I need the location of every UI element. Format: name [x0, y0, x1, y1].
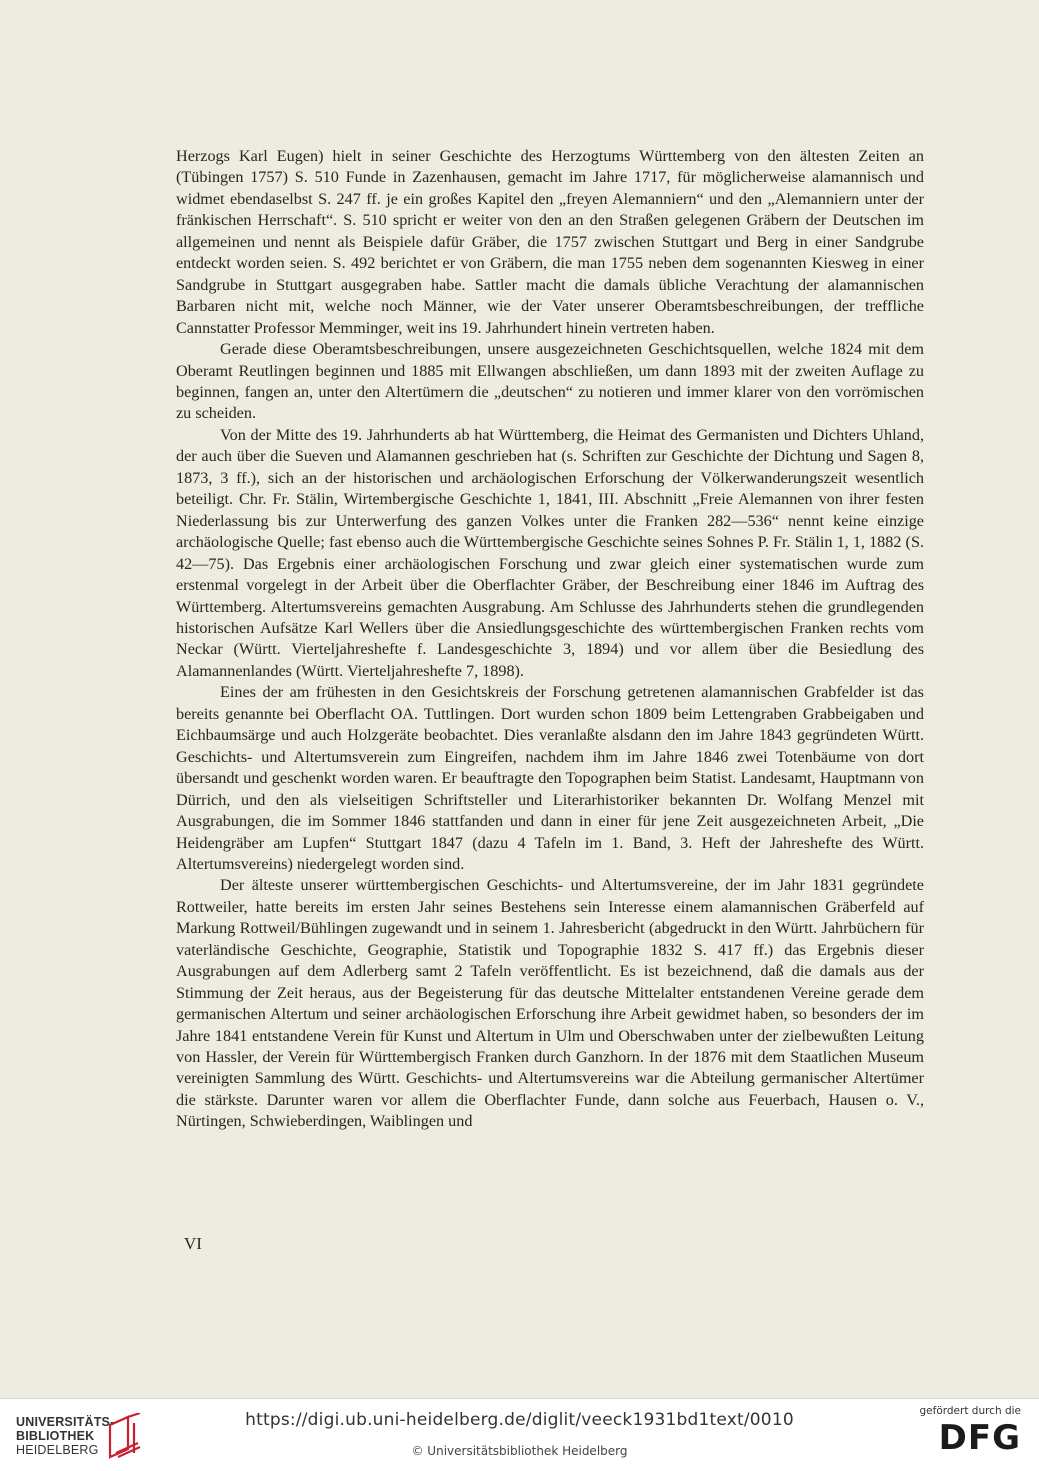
paragraph-4: Eines der am frühesten in den Gesichtskreis der Forschung getretenen alamannischen Grabfelder ist das bereits genannte bei Oberflacht OA. Tuttlingen. Dort wurden schon 1809 beim Lettengraben Grabbeigaben und Eichbaumsärge und auch Holzgeräte beobachtet. Dies veranlaßte alsdann den im Jahre 1843 gegründeten Württ. Geschichts- und Altertumsverein zum Eingreifen, nachdem ihm im Jahre 1846 zwei Totenbäume von dort übersandt und geschenkt worden waren. Er beauftragte den Topographen beim Statist. Landesamt, Hauptmann von Dürrich, und den als vielseitigen Schriftsteller und Literarhistoriker bekannten Dr. Wolfang Menzel mit Ausgrabungen, die im Sommer 1846 stattfanden und dann in einer für jene Zeit ausgezeichneten Arbeit, „Die Heidengräber am Lupfen“ Stuttgart 1847 (dazu 4 Tafeln im 1. Band, 3. Heft der Jahreshefte des Württ. Altertumsvereins) niedergelegt worden sind. [176, 683, 924, 873]
paragraph-2: Gerade diese Oberamtsbeschreibungen, unsere ausgezeichneten Geschichtsquellen, welche 1824 mit dem Oberamt Reutlingen beginnen und 1885 mit Ellwangen abschließen, um dann 1893 mit der zweiten Auflage zu beginnen, fangen an, unter den Altertümern die „deutschen“ zu notieren und immer klarer von den vorrömischen zu scheiden. [176, 340, 924, 423]
library-name-line2: BIBLIOTHEK [16, 1429, 95, 1443]
library-name-line1: UNIVERSITÄTS- [16, 1415, 115, 1429]
library-name-line3: HEIDELBERG [16, 1443, 99, 1457]
paragraph-1: Herzogs Karl Eugen) hielt in seiner Geschichte des Herzogtums Württemberg von den ältesten Zeiten an (Tübingen 1757) S. 510 Funde in Zazenhausen, gemacht im Jahre 1717, für möglicherweise alamannisch und widmet ebendaselbst S. 247 ff. je ein großes Kapitel den „freyen Alemanniern“ und den „Alemanniern unter der fränkischen Herrschaft“. S. 510 spricht er weiter von den an den Straßen gelegenen Gräbern der Deutschen im allgemeinen und nennt als Beispiele dafür Gräber, die 1757 zwischen Stuttgart und Berg in einer Sandgrube entdeckt worden seien. S. 492 berichtet er von Gräbern, die man 1755 neben dem sogenannten Kiesweg in einer Sandgrube in Stuttgart ausgegraben habe. Sattler macht die damals übliche Verachtung der alamannischen Barbaren nicht mit, welche noch Männer, wie der Vater unserer Oberamtsbeschreibungen, der treffliche Cannstatter Professor Memminger, weit ins 19. Jahrhundert hinein vertreten haben. [176, 147, 924, 337]
dfg-wordmark: DFG [938, 1418, 1021, 1458]
paragraph-5: Der älteste unserer württembergischen Geschichts- und Altertumsvereine, der im Jahr 1831 gegründete Rottweiler, hatte bereits im ersten Jahr seines Bestehens sein Interesse einem alamannischen Gräberfeld auf Markung Rottweil/Bühlingen zugewandt und in seinem 1. Jahresbericht (abgedruckt in den Württ. Jahrbüchern für vaterländische Geschichte, Geographie, Statistik und Topographie 1832 S. 417 ff.) das Ergebnis dieser Ausgrabungen auf dem Adlerberg samt 2 Tafeln veröffentlicht. Es ist bezeichnend, daß die damals aus der Stimmung der Zeit heraus, aus der Begeisterung für das deutsche Mittelalter entstandenen Vereine gerade dem germanischen Altertum und seiner archäologischen Erforschung ihre Arbeit gewidmet haben, so besonders der im Jahre 1841 entstandene Verein für Kunst und Altertum in Ulm und Oberschwaben unter der zielbewußten Leitung von Hassler, der Verein für Württembergisch Franken durch Ganzhorn. In der 1876 mit dem Staatlichen Museum vereinigten Sammlung des Württ. Geschichts- und Altertumsvereins war die Abteilung germanischer Altertümer die stärkste. Darunter waren vor allem die Oberflachter Funde, dann solche aus Feuerbach, Hausen o. V., Nürtingen, Schwieberdingen, Waiblingen und [176, 876, 924, 1131]
funding-caption: gefördert durch die [919, 1405, 1021, 1417]
paragraph-3: Von der Mitte des 19. Jahrhunderts ab hat Württemberg, die Heimat des Germanisten und Dichters Uhland, der auch über die Sueven und Alamannen geschrieben hat (s. Schriften zur Geschichte der Dichtung und Sagen 8, 1873, 3 ff.), sich an der historischen und archäologischen Erforschung der Völkerwanderungszeit wesentlich beteiligt. Chr. Fr. Stälin, Wirtembergische Geschichte 1, 1841, III. Abschnitt „Freie Alemannen von ihrer festen Niederlassung bis zur Unterwerfung des ganzen Volkes unter die Franken 282—536“ nennt keine einzige archäologische Quelle; fast ebenso auch die Württembergische Geschichte seines Sohnes P. Fr. Stälin 1, 1, 1882 (S. 42—75). Das Ergebnis einer archäologischen Forschung und zwar gleich einer systematischen wurde zum erstenmal vorgelegt in der Arbeit über die Oberflachter Gräber, der Beschreibung einer 1846 im Auftrag des Württemberg. Altertumsvereins gemachten Ausgrabung. Am Schlusse des Jahrhunderts stehen die grundlegenden historischen Aufsätze Karl Wellers über die Ansiedlungsgeschichte des württembergischen Franken rechts vom Neckar (Württ. Vierteljahreshefte f. Landesgeschichte 3, 1894) und vor allem über die Besiedlung des Alamannenlandes (Württ. Vierteljahreshefte 7, 1898). [176, 425, 924, 680]
copyright-notice: © Universitätsbibliothek Heidelberg [411, 1444, 628, 1458]
body-text [176, 146, 924, 1133]
permalink-url[interactable]: https://digi.ub.uni-heidelberg.de/diglit/veeck1931bd1text/0010 [245, 1410, 794, 1430]
dfg-logo[interactable] [911, 1405, 1021, 1465]
page-number: VI [184, 1234, 202, 1253]
viewer-footer [0, 1398, 1039, 1471]
